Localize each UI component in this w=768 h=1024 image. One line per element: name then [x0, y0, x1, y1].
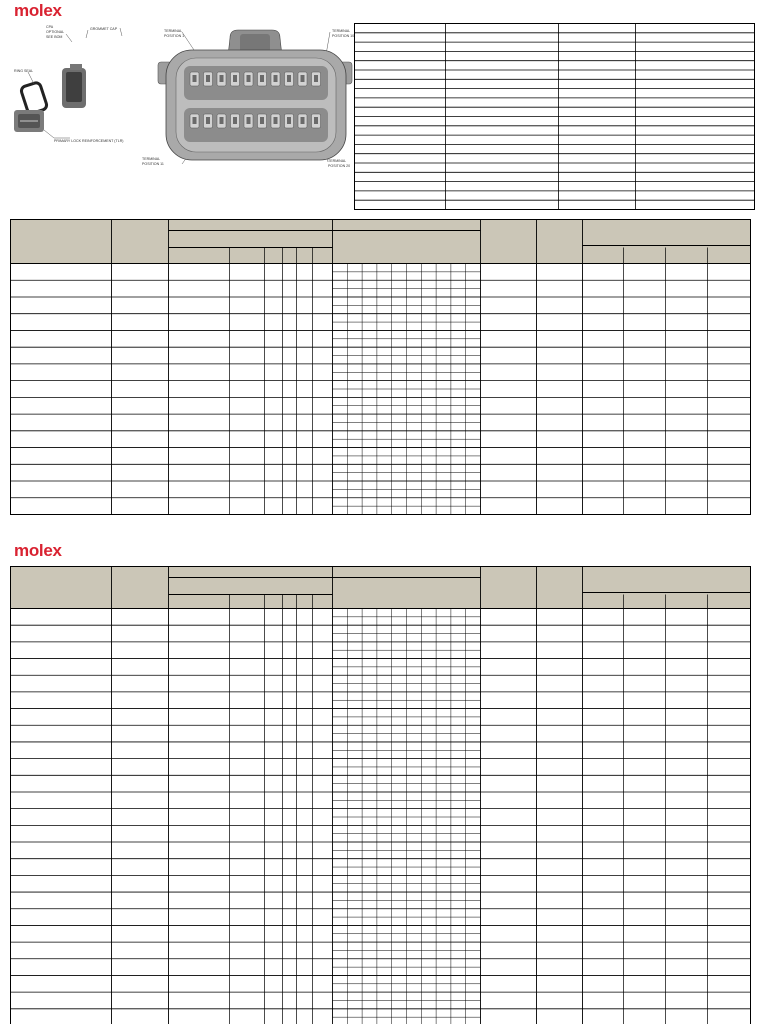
- part-table-2: [10, 566, 752, 1024]
- tlr-part-icon: [14, 110, 44, 132]
- terminal-slot: [193, 75, 197, 82]
- table-border: [11, 567, 751, 1024]
- terminal-slot: [260, 117, 264, 124]
- part-table-1: [10, 219, 752, 515]
- terminal-slot: [206, 75, 210, 82]
- terminal-slot: [233, 117, 237, 124]
- connector-drawing: [10, 22, 355, 180]
- part-grid-1: [10, 219, 752, 515]
- terminal-slot: [247, 75, 251, 82]
- callout-see-bom: SEE BOM: [46, 35, 63, 39]
- terminal-slot: [274, 117, 278, 124]
- connector-face-icon: [158, 30, 355, 160]
- callout-optional: OPTIONAL: [46, 30, 65, 34]
- terminal-slot: [274, 75, 278, 82]
- terminal-slot: [193, 117, 197, 124]
- callout-grommet-cap: GROMMET CAP: [90, 27, 118, 31]
- terminal-slot: [247, 117, 251, 124]
- callout-ring-seal: RING SEAL: [14, 69, 34, 73]
- callout-terminal-11: TERMINAL: [142, 157, 161, 161]
- callout-position-20: POSITION 20: [328, 164, 351, 168]
- spec-grid-a: [354, 23, 756, 212]
- terminal-slot: [233, 75, 237, 82]
- spec-table-top-right: [354, 23, 756, 212]
- terminal-slot: [314, 117, 318, 124]
- molex-logo-page-2: molex: [14, 541, 62, 560]
- callout-position-11: POSITION 11: [142, 162, 164, 166]
- terminal-slot: [287, 117, 291, 124]
- table-header: [11, 220, 751, 264]
- callout-terminal-10: TERMINAL: [332, 29, 351, 33]
- ring-seal-icon: [20, 82, 48, 115]
- terminal-slot: [301, 75, 305, 82]
- terminal-slot: [314, 75, 318, 82]
- terminal-slot: [220, 75, 224, 82]
- connector-housing-drawing-icon: [10, 22, 355, 180]
- callout-position-1: POSITION 1: [164, 34, 185, 38]
- terminal-slot: [220, 117, 224, 124]
- callout-terminal-1: TERMINAL: [164, 29, 183, 33]
- terminal-slot: [301, 117, 305, 124]
- callout-tlr: PRIMARY LOCK REINFORCEMENT (TLR): [54, 139, 124, 143]
- part-grid-2: [10, 566, 752, 1024]
- terminal-slot: [287, 75, 291, 82]
- terminal-slot: [206, 117, 210, 124]
- molex-logo: molex: [14, 1, 62, 20]
- callout-cpa: CPA: [46, 25, 54, 29]
- callout-position-10: POSITION 10: [332, 34, 355, 38]
- callout-terminal-20: TERMINAL: [328, 159, 347, 163]
- cpa-part-icon: [62, 64, 86, 108]
- terminal-slot: [260, 75, 264, 82]
- table-header: [11, 567, 751, 609]
